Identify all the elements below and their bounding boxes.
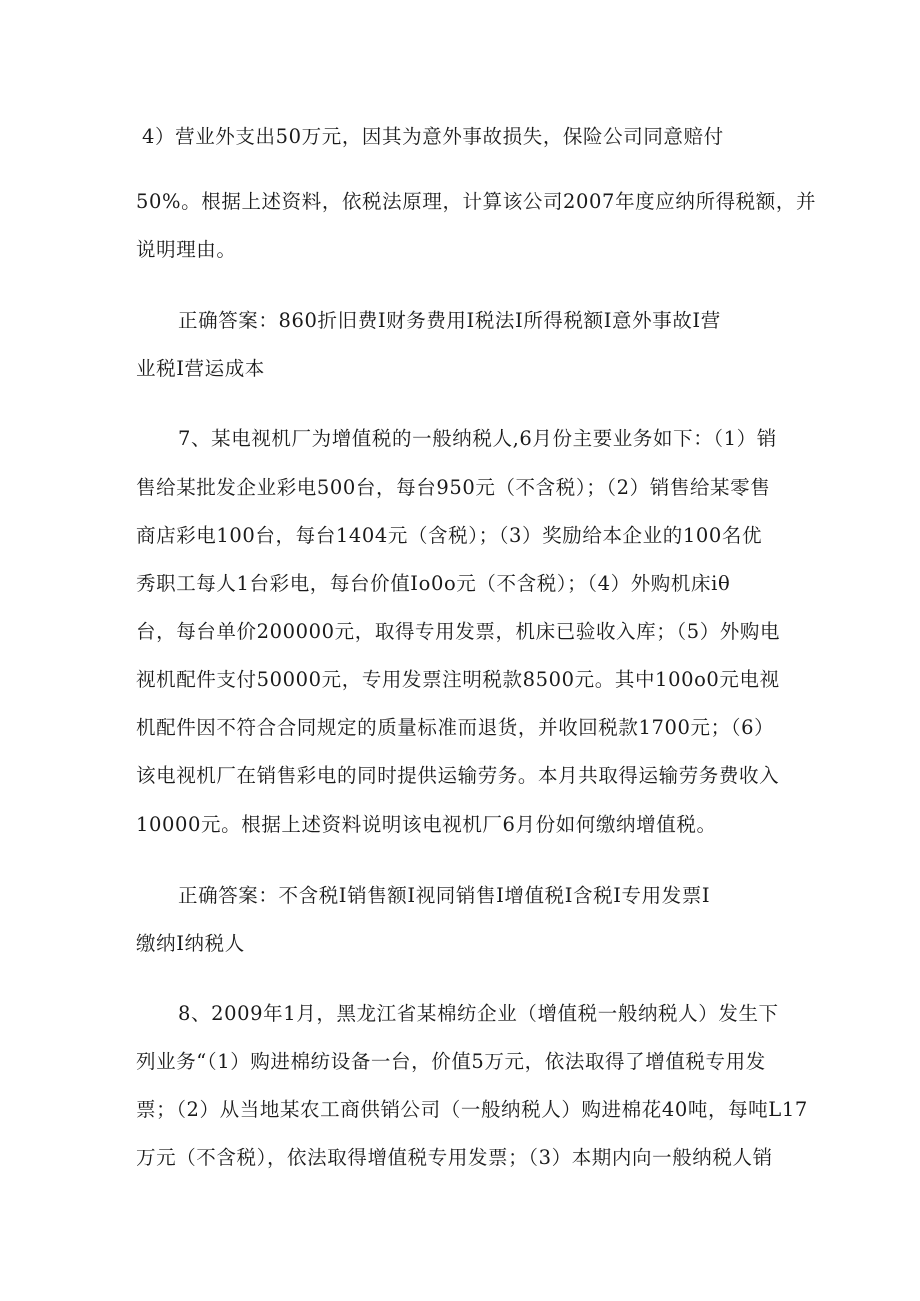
q7-answer-line1: 正确答案：不含税I销售额I视同销售I增值税I含税I专用发票I	[178, 884, 711, 907]
q7-line3: 商店彩电100台，每台1404元（含税）；（3）奖励给本企业的100名优	[136, 524, 763, 547]
q7-line2: 售给某批发企业彩电500台，每台950元（不含税）；（2）销售给某零售	[136, 476, 771, 499]
q7-line5: 台，每台单价200000元，取得专用发票，机床已验收入库；（5）外购电	[136, 620, 781, 643]
q6-answer-line2: 业税I营运成本	[136, 357, 265, 380]
q7-line1: 7、某电视机厂为增值税的一般纳税人,6月份主要业务如下：（1）销	[178, 427, 777, 450]
q7-line6: 视机配件支付50000元，专用发票注明税款8500元。其中100o0元电视	[136, 668, 780, 691]
q7-line7: 机配件因不符合合同规定的质量标准而退货，并收回税款1700元；（6）	[136, 716, 775, 739]
q8-line2: 列业务“（1）购进棉纺设备一台，价值5万元，依法取得了增值税专用发	[136, 1050, 766, 1073]
q7-line9: 10000元。根据上述资料说明该电视机厂6月份如何缴纳增值税。	[136, 813, 717, 836]
q7-line4: 秀职工每人1台彩电，每台价值Io0o元（不含税）；（4）外购机床iθ	[136, 572, 731, 595]
q6-item4-line3: 说明理由。	[136, 238, 237, 261]
q6-answer-line1: 正确答案：860折旧费I财务费用I税法I所得税额I意外事故I营	[178, 309, 721, 332]
q6-item4-line1: 4）营业外支出50万元，因其为意外事故损失，保险公司同意赔付	[142, 125, 724, 148]
q7-answer-line2: 缴纳I纳税人	[136, 932, 245, 955]
q6-item4-line2: 50%。根据上述资料，依税法原理，计算该公司2007年度应纳所得税额，并	[136, 190, 817, 213]
q8-line1: 8、2009年1月，黑龙江省某棉纺企业（增值税一般纳税人）发生下	[178, 1002, 779, 1025]
q7-line8: 该电视机厂在销售彩电的同时提供运输劳务。本月共取得运输劳务费收入	[136, 764, 780, 787]
q8-line3: 票；（2）从当地某农工商供销公司（一般纳税人）购进棉花40吨，每吨L17	[136, 1098, 808, 1121]
q8-line4: 万元（不含税），依法取得增值税专用发票；（3）本期内向一般纳税人销	[136, 1146, 773, 1169]
